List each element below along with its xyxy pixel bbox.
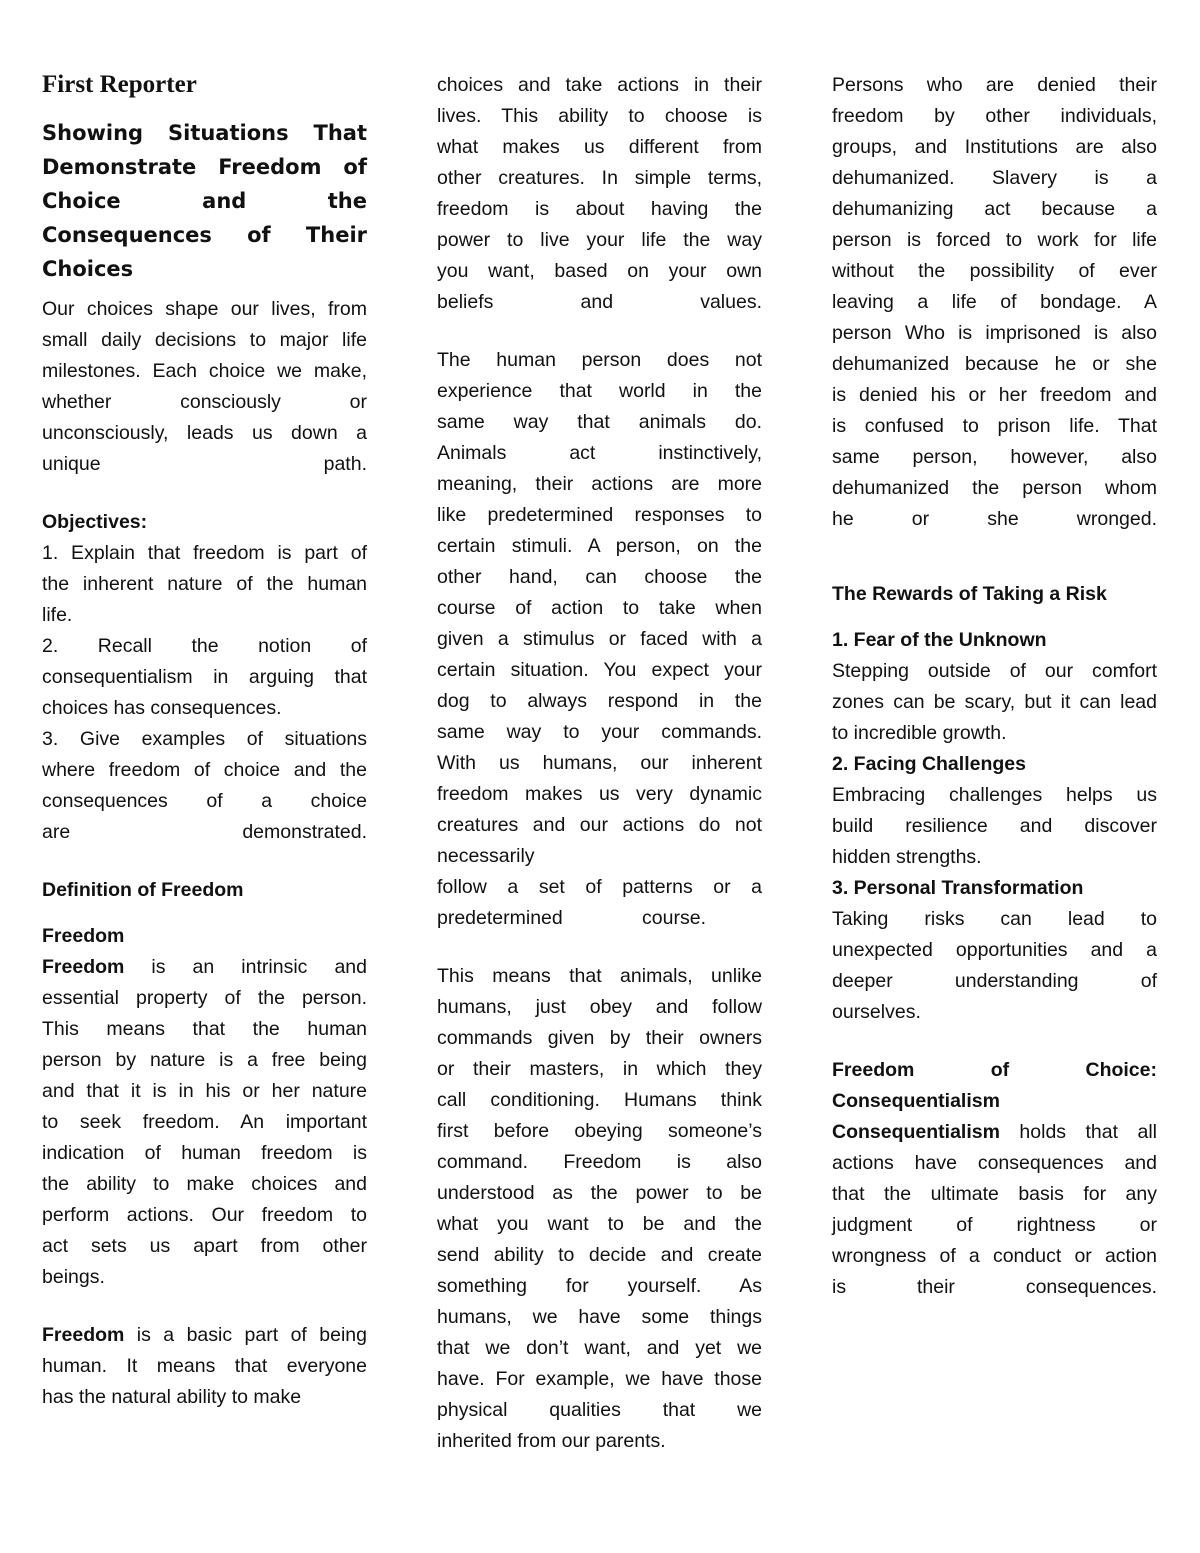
text-line: Persons who are denied their [832, 74, 1157, 96]
text-line: perform actions. Our freedom to [42, 1204, 367, 1226]
text-line: deeper understanding of [832, 970, 1157, 992]
text-line: like predetermined responses to [437, 504, 762, 526]
column-2 [437, 70, 762, 1457]
text-line: where freedom of choice and the [42, 759, 367, 781]
reward-2-text [832, 780, 1157, 873]
text-line: person is forced to work for life [832, 229, 1157, 251]
text-line: command. Freedom is also [437, 1151, 762, 1173]
text-line: The human person does not [437, 349, 762, 371]
consequentialism-paragraph [832, 1117, 1157, 1303]
definition-heading: Definition of Freedom [42, 879, 244, 901]
column-3 [832, 70, 1157, 1303]
text-line: Taking risks can lead to [832, 908, 1157, 930]
text-line: other creatures. In simple terms, [437, 167, 762, 189]
text-line: dehumanized the person whom [832, 477, 1157, 499]
section-subtitle [42, 116, 367, 286]
text-line: is their consequences. [832, 1276, 1157, 1298]
text-line: freedom by other individuals, [832, 105, 1157, 127]
objectives-heading: Objectives: [42, 511, 148, 533]
text-line: necessarily [437, 845, 535, 867]
text-line: dog to always respond in the [437, 690, 762, 712]
text-line: zones can be scary, but it can lead [832, 691, 1157, 713]
text-line: beliefs and values. [437, 291, 762, 313]
text-line: unconsciously, leads us down a [42, 422, 367, 444]
text-line: without the possibility of ever [832, 260, 1157, 282]
reward-2-heading: 2. Facing Challenges [832, 753, 1026, 775]
intro-paragraph [42, 294, 367, 480]
text-line: build resilience and discover [832, 815, 1157, 837]
text-line: act sets us apart from other [42, 1235, 367, 1257]
text-line: person Who is imprisoned is also [832, 322, 1157, 344]
text-line: consequences of a choice [42, 790, 367, 812]
ability-paragraph [437, 70, 762, 318]
text-line: small daily decisions to major life [42, 329, 367, 351]
text-line: other hand, can choose the [437, 566, 762, 588]
text-line: This means that the human [42, 1018, 367, 1040]
text-line: same way to your commands. [437, 721, 762, 743]
text-line: actions have consequences and [832, 1152, 1157, 1174]
text-line: that the ultimate basis for any [832, 1183, 1157, 1205]
consequentialism-heading [832, 1055, 1157, 1117]
text-line: milestones. Each choice we make, [42, 360, 367, 382]
text-line: given a stimulus or faced with a [437, 628, 762, 650]
column-1 [42, 70, 367, 1413]
text-line: creatures and our actions do not [437, 814, 762, 836]
text-line: commands given by their owners [437, 1027, 762, 1049]
text-line: course of action to take when [437, 597, 762, 619]
text-line: 2. Recall the notion of [42, 635, 367, 657]
text-line: understood as the power to be [437, 1182, 762, 1204]
text-line: or their masters, in which they [437, 1058, 762, 1080]
text-line: Our choices shape our lives, from [42, 298, 367, 320]
text-line: dehumanized. Slavery is a [832, 167, 1157, 189]
text-line: 3. Give examples of situations [42, 728, 367, 750]
dehumanized-paragraph [832, 70, 1157, 535]
text-line: human. It means that everyone [42, 1355, 367, 1377]
text-line: This means that animals, unlike [437, 965, 762, 987]
reward-3-heading: 3. Personal Transformation [832, 877, 1084, 899]
text-line: groups, and Institutions are also [832, 136, 1157, 158]
text-line: unique path. [42, 453, 367, 475]
text-line: leaving a life of bondage. A [832, 291, 1157, 313]
text-line: is confused to prison life. That [832, 415, 1157, 437]
text-line: humans, we have some things [437, 1306, 762, 1328]
text-line: Freedom is an intrinsic and [42, 956, 367, 978]
text-line: dehumanizing act because a [832, 198, 1157, 220]
text-line: follow a set of patterns or a [437, 876, 762, 898]
text-line: lives. This ability to choose is [437, 105, 762, 127]
text-line: choices has consequences. [42, 697, 282, 719]
text-line: Consequentialism holds that all [832, 1121, 1157, 1143]
text-line: something for yourself. As [437, 1275, 762, 1297]
text-line: you want, based on your own [437, 260, 762, 282]
subtitle-line: Demonstrate Freedom of [42, 155, 367, 179]
text-line: same way that animals do. [437, 411, 762, 433]
text-line: consequentialism in arguing that [42, 666, 367, 688]
text-line: Freedom is a basic part of being [42, 1324, 367, 1346]
objectives-list [42, 538, 367, 848]
text-line: first before obeying someone’s [437, 1120, 762, 1142]
text-line: and that it is in his or her nature [42, 1080, 367, 1102]
freedom-paragraph-1 [42, 952, 367, 1293]
subtitle-line: Showing Situations That [42, 121, 367, 145]
text-line: unexpected opportunities and a [832, 939, 1157, 961]
text-line: indication of human freedom is [42, 1142, 367, 1164]
text-line: Stepping outside of our comfort [832, 660, 1157, 682]
freedom-heading: Freedom [42, 925, 125, 947]
text-line: With us humans, our inherent [437, 752, 762, 774]
text-line: the inherent nature of the human [42, 573, 367, 595]
subtitle-line: Consequences of Their [42, 223, 367, 247]
subtitle-line: Choice and the [42, 189, 367, 213]
text-line: certain stimuli. A person, on the [437, 535, 762, 557]
bold-term: Freedom [42, 956, 125, 978]
text-line: the ability to make choices and [42, 1173, 367, 1195]
text-line: life. [42, 604, 73, 626]
text-line: send ability to decide and create [437, 1244, 762, 1266]
text-line: freedom makes us very dynamic [437, 783, 762, 805]
text-line: has the natural ability to make [42, 1386, 302, 1408]
text-line: choices and take actions in their [437, 74, 762, 96]
text-line: power to live your life the way [437, 229, 762, 251]
text-line: beings. [42, 1266, 105, 1288]
text-line: to incredible growth. [832, 722, 1007, 744]
text-line: are demonstrated. [42, 821, 367, 843]
freedom-paragraph-2 [42, 1320, 367, 1413]
heading-line: Consequentialism [832, 1090, 1000, 1112]
text-line: same person, however, also [832, 446, 1157, 468]
reward-1-text [832, 656, 1157, 749]
text-line: predetermined course. [437, 907, 706, 929]
text-line: to seek freedom. An important [42, 1111, 367, 1133]
text-line: hidden strengths. [832, 846, 982, 868]
text-line: ourselves. [832, 1001, 921, 1023]
text-line: judgment of rightness or [832, 1214, 1157, 1236]
text-line: Embracing challenges helps us [832, 784, 1157, 806]
text-line: meaning, their actions are more [437, 473, 762, 495]
text-line: Animals act instinctively, [437, 442, 762, 464]
text-line: 1. Explain that freedom is part of [42, 542, 367, 564]
text-line: have. For example, we have those [437, 1368, 762, 1390]
bold-term: Freedom [42, 1324, 125, 1346]
text-line: dehumanized because he or she [832, 353, 1157, 375]
subtitle-line: Choices [42, 257, 134, 281]
text-line: that we don’t want, and yet we [437, 1337, 762, 1359]
text-line: physical qualities that we [437, 1399, 762, 1421]
text-line: call conditioning. Humans think [437, 1089, 762, 1111]
reward-1-heading: 1. Fear of the Unknown [832, 629, 1047, 651]
bold-term: Consequentialism [832, 1121, 1000, 1143]
text-line: whether consciously or [42, 391, 367, 413]
text-line: he or she wronged. [832, 508, 1157, 530]
reward-3-text [832, 904, 1157, 1028]
text-line: what you want to be and the [437, 1213, 762, 1235]
text-line: wrongness of a conduct or action [832, 1245, 1157, 1267]
text-line: is denied his or her freedom and [832, 384, 1157, 406]
text-line: freedom is about having the [437, 198, 762, 220]
text-line: essential property of the person. [42, 987, 367, 1009]
text-line: certain situation. You expect your [437, 659, 762, 681]
animals-paragraph [437, 345, 762, 934]
text-line: humans, just obey and follow [437, 996, 762, 1018]
text-line: experience that world in the [437, 380, 762, 402]
page-title: First Reporter [42, 71, 197, 98]
text-line: inherited from our parents. [437, 1430, 666, 1452]
text-line: person by nature is a free being [42, 1049, 367, 1071]
heading-line: Freedom of Choice: [832, 1059, 1157, 1081]
rewards-heading: The Rewards of Taking a Risk [832, 583, 1107, 605]
conditioning-paragraph [437, 961, 762, 1457]
text-line: what makes us different from [437, 136, 762, 158]
